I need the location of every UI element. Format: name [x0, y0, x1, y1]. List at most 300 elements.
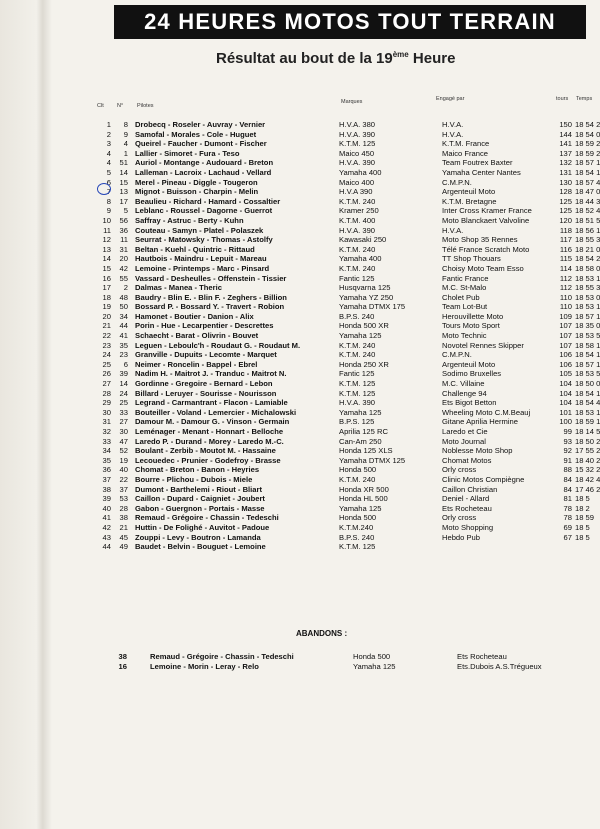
rank-cell: 40 [102, 503, 111, 513]
table-row [0, 485, 600, 495]
laps-cell: 100 [559, 417, 572, 427]
time-cell: 18 2 [575, 503, 590, 513]
riders-cell: Saffray - Astruc - Berty - Kuhn [135, 215, 244, 225]
rank-cell: 4 [106, 148, 111, 158]
rank-cell: 1 [106, 120, 111, 129]
brand-cell: Yamaha 125 [353, 662, 396, 671]
table-row [0, 389, 600, 399]
riders-cell: Billard - Leruyer - Sourisse - Nourisson [135, 388, 277, 398]
brand-cell: Fantic 125 [339, 369, 375, 379]
abandons-table [0, 652, 600, 672]
laps-cell: 78 [563, 503, 572, 513]
table-row [0, 456, 600, 466]
brand-cell: K.T.M. 240 [339, 244, 376, 254]
entrant-cell: Ets.Dubois A.S.Trégueux [457, 662, 542, 671]
riders-cell: Merel - Pineau - Diggle - Tougeron [135, 177, 258, 187]
entrant-cell: Team Lot-But [442, 302, 488, 312]
entrant-cell: Caillon Christian [442, 484, 498, 494]
time-cell: 18 5 [575, 522, 590, 532]
entrant-cell: Challenge 94 [442, 388, 487, 398]
brand-cell: H.V.A. 390 [339, 398, 376, 408]
rank-cell: 24 [102, 350, 111, 360]
brand-cell: Maico 450 [339, 148, 375, 158]
brand-cell: B.P.S. 125 [339, 417, 375, 427]
time-cell: 18 54 2 [575, 120, 600, 129]
laps-cell: 105 [559, 369, 572, 379]
time-cell: 18 51 5 [575, 215, 600, 225]
laps-cell: 132 [559, 158, 572, 168]
number-cell: 16 [118, 662, 127, 671]
table-row [0, 293, 600, 303]
rank-cell: 36 [102, 465, 111, 475]
number-cell: 37 [119, 484, 128, 494]
brand-cell: Yamaha DTMX 175 [339, 302, 406, 312]
time-cell: 18 14 5 [575, 427, 600, 436]
laps-cell: 81 [563, 494, 572, 504]
entrant-cell: Orly cross [442, 513, 477, 523]
brand-cell: H.V.A 390 [339, 187, 373, 197]
riders-cell: Laredo P. - Durand - Morey - Laredo M.-C. [135, 436, 284, 446]
riders-cell: Bouteiller - Voland - Lemercier - Michalowski [135, 407, 297, 417]
number-cell: 9 [123, 129, 128, 139]
brand-cell: K.T.M. 240 [339, 196, 376, 206]
number-cell: 40 [119, 465, 128, 475]
rank-cell: 14 [102, 254, 111, 264]
entrant-cell: M.C. Villaine [442, 379, 485, 389]
number-cell: 31 [119, 244, 128, 254]
rank-cell: 43 [102, 532, 111, 542]
number-cell: 48 [119, 292, 128, 302]
table-row [0, 437, 600, 447]
table-row [0, 302, 600, 312]
rank-cell: 25 [102, 359, 111, 369]
time-cell: 17 55 2 [575, 446, 600, 456]
number-cell: 47 [119, 436, 128, 446]
rank-cell: 37 [102, 474, 111, 484]
rank-cell: 17 [102, 283, 111, 293]
rank-cell: 23 [102, 340, 111, 350]
laps-cell: 141 [559, 139, 572, 149]
number-cell: 5 [123, 206, 128, 216]
time-cell: 18 58 1 [575, 340, 600, 350]
time-cell: 18 54 4 [575, 398, 600, 408]
riders-cell: Lemoine - Printemps - Marc - Pinsard [135, 263, 270, 273]
time-cell: 18 21 0 [575, 244, 600, 254]
brand-cell: Yamaha 400 [339, 254, 382, 264]
number-cell: 36 [119, 225, 128, 235]
number-cell: 44 [119, 321, 128, 331]
entrant-cell: Ets Bigot Betton [442, 398, 497, 408]
brand-cell: Yamaha 125 [339, 503, 382, 513]
brand-cell: B.P.S. 240 [339, 311, 375, 321]
riders-cell: Leblanc - Roussel - Dagorne - Guerrot [135, 206, 273, 216]
rank-cell: 19 [102, 302, 111, 312]
riders-cell: Lecouedec - Prunier - Godefroy - Brasse [135, 455, 281, 465]
number-cell: 2 [123, 283, 128, 293]
table-row [0, 542, 600, 552]
brand-cell: K.T.M. 240 [339, 340, 376, 350]
brand-cell: Honda 500 [353, 652, 391, 661]
number-cell: 56 [119, 215, 128, 225]
laps-cell: 150 [559, 120, 572, 129]
entrant-cell: H.V.A. [442, 225, 464, 235]
abandon-row [0, 662, 600, 672]
entrant-cell: Fantic France [442, 273, 489, 283]
laps-cell: 84 [563, 474, 572, 484]
laps-cell: 110 [559, 302, 572, 312]
brand-cell: Kramer 250 [339, 206, 379, 216]
riders-cell: Granville - Dupuits - Lecomte - Marquet [135, 350, 277, 360]
laps-cell: 91 [563, 455, 572, 465]
number-cell: 35 [119, 340, 128, 350]
time-cell: 18 56 1 [575, 225, 600, 235]
table-row [0, 312, 600, 322]
time-cell: 18 44 3 [575, 196, 600, 206]
number-cell: 41 [119, 331, 128, 341]
laps-cell: 69 [563, 522, 572, 532]
entrant-cell: Tours Moto Sport [442, 321, 500, 331]
laps-cell: 88 [563, 465, 572, 475]
time-cell: 18 55 3 [575, 283, 600, 293]
riders-cell: Remaud - Grégoire - Chassin - Tedeschi [135, 513, 279, 523]
table-row [0, 408, 600, 418]
header-temps: Temps [576, 96, 593, 102]
entrant-cell: Deniel - Allard [442, 494, 490, 504]
table-row [0, 331, 600, 341]
table-row [0, 283, 600, 293]
number-cell: 21 [119, 522, 128, 532]
brand-cell: Honda 250 XR [339, 359, 389, 369]
brand-cell: K.T.M. 125 [339, 388, 376, 398]
rank-cell: 12 [102, 235, 111, 245]
entrant-cell: C.M.P.N. [442, 350, 472, 360]
rank-cell: 5 [106, 167, 111, 177]
number-cell: 20 [119, 254, 128, 264]
riders-cell: Lemoine - Morin - Leray - Relo [150, 662, 259, 671]
riders-cell: Remaud - Grégoire - Chassin - Tedeschi [150, 652, 294, 661]
header-cl: Clt [97, 103, 104, 109]
entrant-cell: Novotel Rennes Skipper [442, 340, 524, 350]
brand-cell: Honda XR 500 [339, 484, 389, 494]
rank-cell: 44 [102, 542, 111, 552]
rank-cell: 20 [102, 311, 111, 321]
brand-cell: K.T.M. 125 [339, 542, 376, 552]
brand-cell: Husqvarna 125 [339, 283, 391, 293]
laps-cell: 107 [559, 321, 572, 331]
abandon-row [0, 652, 600, 662]
brand-cell: K.T.M.240 [339, 522, 374, 532]
rank-cell: 26 [102, 369, 111, 379]
brand-cell: K.T.M. 125 [339, 139, 376, 149]
time-cell: 18 50 0 [575, 379, 600, 389]
entrant-cell: Cholet Pub [442, 292, 480, 302]
subtitle-suffix: Heure [408, 50, 456, 67]
banner-title: 24 HEURES MOTOS TOUT TERRAIN [114, 5, 586, 39]
riders-cell: Bourre - Plichou - Dubois - Miele [135, 474, 253, 484]
brand-cell: H.V.A. 380 [339, 120, 376, 129]
rank-cell: 7 [106, 187, 111, 197]
laps-cell: 106 [559, 350, 572, 360]
table-row [0, 379, 600, 389]
entrant-cell: Inter Cross Kramer France [442, 206, 532, 216]
laps-cell: 92 [563, 446, 572, 456]
brand-cell: Kawasaki 250 [339, 235, 387, 245]
header-marques: Marques [341, 99, 363, 105]
brand-cell: H.V.A. 390 [339, 225, 376, 235]
laps-cell: 125 [559, 206, 572, 216]
laps-cell: 101 [559, 407, 572, 417]
riders-cell: Porin - Hue - Lecarpentier - Descrettes [135, 321, 274, 331]
laps-cell: 130 [559, 177, 572, 187]
brand-cell: H.V.A. 390 [339, 129, 376, 139]
entrant-cell: Yamaha Center Nantes [442, 167, 521, 177]
number-cell: 4 [123, 139, 128, 149]
table-row [0, 149, 600, 159]
time-cell: 18 53 1 [575, 302, 600, 312]
time-cell: 18 53 1 [575, 407, 600, 417]
abandons-title: ABANDONS : [296, 629, 348, 638]
riders-cell: Hautbois - Maindru - Lepuit - Mareau [135, 254, 267, 264]
entrant-cell: Ets Rocheteau [442, 503, 492, 513]
laps-cell: 114 [559, 263, 572, 273]
subtitle-prefix: Résultat au bout de la 19 [216, 50, 393, 67]
rank-cell: 28 [102, 388, 111, 398]
time-cell: 18 59 2 [575, 139, 600, 149]
table-row [0, 274, 600, 284]
number-cell: 24 [119, 388, 128, 398]
laps-cell: 116 [559, 244, 572, 254]
table-row [0, 494, 600, 504]
table-row [0, 417, 600, 427]
laps-cell: 78 [563, 513, 572, 523]
time-cell: 18 54 1 [575, 388, 600, 398]
time-cell: 18 40 2 [575, 455, 600, 465]
riders-cell: Legrand - Carmantrant - Flacon - Lamiable [135, 398, 288, 408]
time-cell: 17 46 2 [575, 484, 600, 494]
brand-cell: K.T.M. 400 [339, 215, 376, 225]
time-cell: 18 59 1 [575, 417, 600, 427]
entrant-cell: H.V.A. [442, 120, 464, 129]
rank-cell: 27 [102, 379, 111, 389]
riders-cell: Neimer - Roncelin - Bappel - Ebrel [135, 359, 258, 369]
header-num: N° [117, 103, 124, 109]
entrant-cell: Clinic Motos Compiègne [442, 474, 525, 484]
rank-cell: 9 [106, 206, 111, 216]
number-cell: 42 [119, 263, 128, 273]
riders-cell: Chomat - Breton - Banon - Heyries [135, 465, 260, 475]
laps-cell: 112 [559, 273, 572, 283]
riders-cell: Leménager - Menant - Honnart - Belloche [135, 427, 284, 436]
number-cell: 8 [123, 120, 128, 129]
header-tours: tours [556, 96, 569, 102]
time-cell: 18 57 1 [575, 158, 600, 168]
rank-cell: 31 [102, 417, 111, 427]
number-cell: 15 [119, 177, 128, 187]
time-cell: 18 53 0 [575, 292, 600, 302]
number-cell: 49 [119, 542, 128, 552]
table-row [0, 158, 600, 168]
subtitle-sup: ème [392, 50, 409, 59]
entrant-cell: Chomat Motos [442, 455, 492, 465]
time-cell: 15 32 2 [575, 465, 600, 475]
number-cell: 13 [119, 187, 128, 197]
brand-cell: K.T.M. 240 [339, 350, 376, 360]
time-cell: 18 55 3 [575, 235, 600, 245]
riders-cell: Auriol - Montange - Audouard - Breton [135, 158, 274, 168]
subtitle [216, 50, 455, 67]
table-row [0, 360, 600, 370]
table-row [0, 533, 600, 543]
entrant-cell: Argenteuil Moto [442, 359, 496, 369]
table-row [0, 168, 600, 178]
brand-cell: K.T.M. 240 [339, 263, 376, 273]
table-row [0, 120, 600, 130]
riders-cell: Samofal - Morales - Cole - Huguet [135, 129, 257, 139]
rank-cell: 6 [106, 177, 111, 187]
riders-cell: Queirel - Faucher - Dumont - Fischer [135, 139, 267, 149]
number-cell: 52 [119, 446, 128, 456]
time-cell: 18 59 [575, 513, 595, 523]
number-cell: 14 [119, 167, 128, 177]
number-cell: 51 [119, 158, 128, 168]
rank-cell: 21 [102, 321, 111, 331]
riders-cell: Hamonet - Boutier - Danion - Alix [135, 311, 254, 321]
brand-cell: Honda 500 XR [339, 321, 389, 331]
brand-cell: Can-Am 250 [339, 436, 382, 446]
brand-cell: Honda 500 [339, 513, 377, 523]
rank-cell: 33 [102, 436, 111, 446]
rank-cell: 32 [102, 427, 111, 436]
number-cell: 14 [119, 379, 128, 389]
entrant-cell: TT Shop Thouars [442, 254, 501, 264]
table-row [0, 235, 600, 245]
riders-cell: Zouppi - Levy - Boutron - Lamanda [135, 532, 261, 542]
number-cell: 11 [120, 235, 128, 245]
table-row [0, 187, 600, 197]
entrant-cell: Argenteuil Moto [442, 187, 496, 197]
riders-cell: Baudet - Belvin - Bouguet - Lemoine [135, 542, 266, 552]
brand-cell: Yamaha 400 [339, 167, 382, 177]
rank-cell: 41 [102, 513, 111, 523]
table-row [0, 178, 600, 188]
rank-cell: 29 [102, 398, 111, 408]
laps-cell: 115 [559, 254, 572, 264]
brand-cell: Yamaha YZ 250 [339, 292, 394, 302]
header-pilotes: Pilotes [137, 103, 154, 109]
number-cell: 30 [119, 427, 128, 436]
table-row [0, 465, 600, 475]
entrant-cell: Télé France Scratch Moto [442, 244, 530, 254]
number-cell: 22 [119, 474, 128, 484]
laps-cell: 104 [559, 398, 572, 408]
entrant-cell: Choisy Moto Team Esso [442, 263, 524, 273]
number-cell: 38 [118, 652, 127, 661]
brand-cell: Honda HL 500 [339, 494, 388, 504]
rank-cell: 11 [103, 225, 111, 235]
rank-cell: 18 [102, 292, 111, 302]
brand-cell: Yamaha 125 [339, 331, 382, 341]
riders-cell: Bossard P. - Bossard Y. - Travert - Robion [135, 302, 285, 312]
table-row [0, 139, 600, 149]
table-row [0, 216, 600, 226]
rank-cell: 34 [102, 446, 111, 456]
entrant-cell: Moto Journal [442, 436, 486, 446]
number-cell: 25 [119, 398, 128, 408]
laps-cell: 67 [563, 532, 572, 542]
riders-cell: Damour M. - Damour G. - Vinson - Germain [135, 417, 290, 427]
riders-cell: Leguen - Leboulc'h - Roudaut G. - Roudaut M. [135, 340, 301, 350]
riders-cell: Gordinne - Gregoire - Bernard - Lebon [135, 379, 273, 389]
entrant-cell: C.M.P.N. [442, 177, 472, 187]
table-row [0, 321, 600, 331]
rank-cell: 22 [102, 331, 111, 341]
rank-cell: 2 [106, 129, 111, 139]
entrant-cell: Maico France [442, 148, 489, 158]
number-cell: 38 [119, 513, 128, 523]
rank-cell: 38 [102, 484, 111, 494]
brand-cell: Aprilia 125 RC [339, 427, 388, 436]
time-cell: 18 52 4 [575, 206, 600, 216]
entrant-cell: K.T.M. France [442, 139, 490, 149]
number-cell: 19 [119, 455, 128, 465]
time-cell: 18 54 1 [575, 350, 600, 360]
riders-cell: Baudry - Blin E. - Blin F. - Zeghers - Billion [135, 292, 287, 302]
riders-cell: Drobecq - Roseler - Auvray - Vernier [135, 120, 266, 129]
riders-cell: Lallier - Simoret - Fura - Teso [135, 148, 240, 158]
entrant-cell: Ets Rocheteau [457, 652, 507, 661]
table-row [0, 369, 600, 379]
time-cell: 18 53 1 [575, 273, 600, 283]
time-cell: 18 57 4 [575, 177, 600, 187]
time-cell: 18 54 2 [575, 254, 600, 264]
entrant-cell: Gitane Aprilia Hermine [442, 417, 518, 427]
rank-cell: 16 [102, 273, 111, 283]
table-row [0, 475, 600, 485]
laps-cell: 125 [559, 196, 572, 206]
brand-cell: H.V.A. 390 [339, 158, 376, 168]
riders-cell: Dumont - Barthelemi - Riout - Bliart [135, 484, 262, 494]
entrant-cell: Moto Shopping [442, 522, 494, 532]
table-row [0, 264, 600, 274]
laps-cell: 131 [559, 167, 572, 177]
number-cell: 50 [119, 302, 128, 312]
laps-cell: 106 [559, 359, 572, 369]
entrant-cell: M.C. St-Malo [442, 283, 487, 293]
table-row [0, 130, 600, 140]
table-row [0, 446, 600, 456]
riders-cell: Nadim H. - Maitrot J. - Tranduc - Maitrot N. [135, 369, 287, 379]
riders-cell: Seurrat - Matowsky - Thomas - Astolfy [135, 235, 273, 245]
table-row [0, 245, 600, 255]
laps-cell: 144 [559, 129, 572, 139]
brand-cell: Fantic 125 [339, 273, 375, 283]
table-row [0, 341, 600, 351]
brand-cell: Honda 500 [339, 465, 377, 475]
laps-cell: 112 [559, 283, 572, 293]
rank-cell: 30 [102, 407, 111, 417]
rank-cell: 3 [106, 139, 111, 149]
number-cell: 39 [119, 369, 128, 379]
rank-cell: 8 [106, 196, 111, 206]
table-row [0, 206, 600, 216]
time-cell: 18 42 4 [575, 474, 600, 484]
riders-cell: Mignot - Buisson - Charpin - Melin [135, 187, 259, 197]
brand-cell: B.P.S. 240 [339, 532, 375, 542]
rank-cell: 13 [102, 244, 111, 254]
entrant-cell: Wheeling Moto C.M.Beauj [442, 407, 531, 417]
time-cell: 18 5 [575, 532, 590, 542]
riders-cell: Beaulieu - Richard - Hamard - Cossaltier [135, 196, 281, 206]
